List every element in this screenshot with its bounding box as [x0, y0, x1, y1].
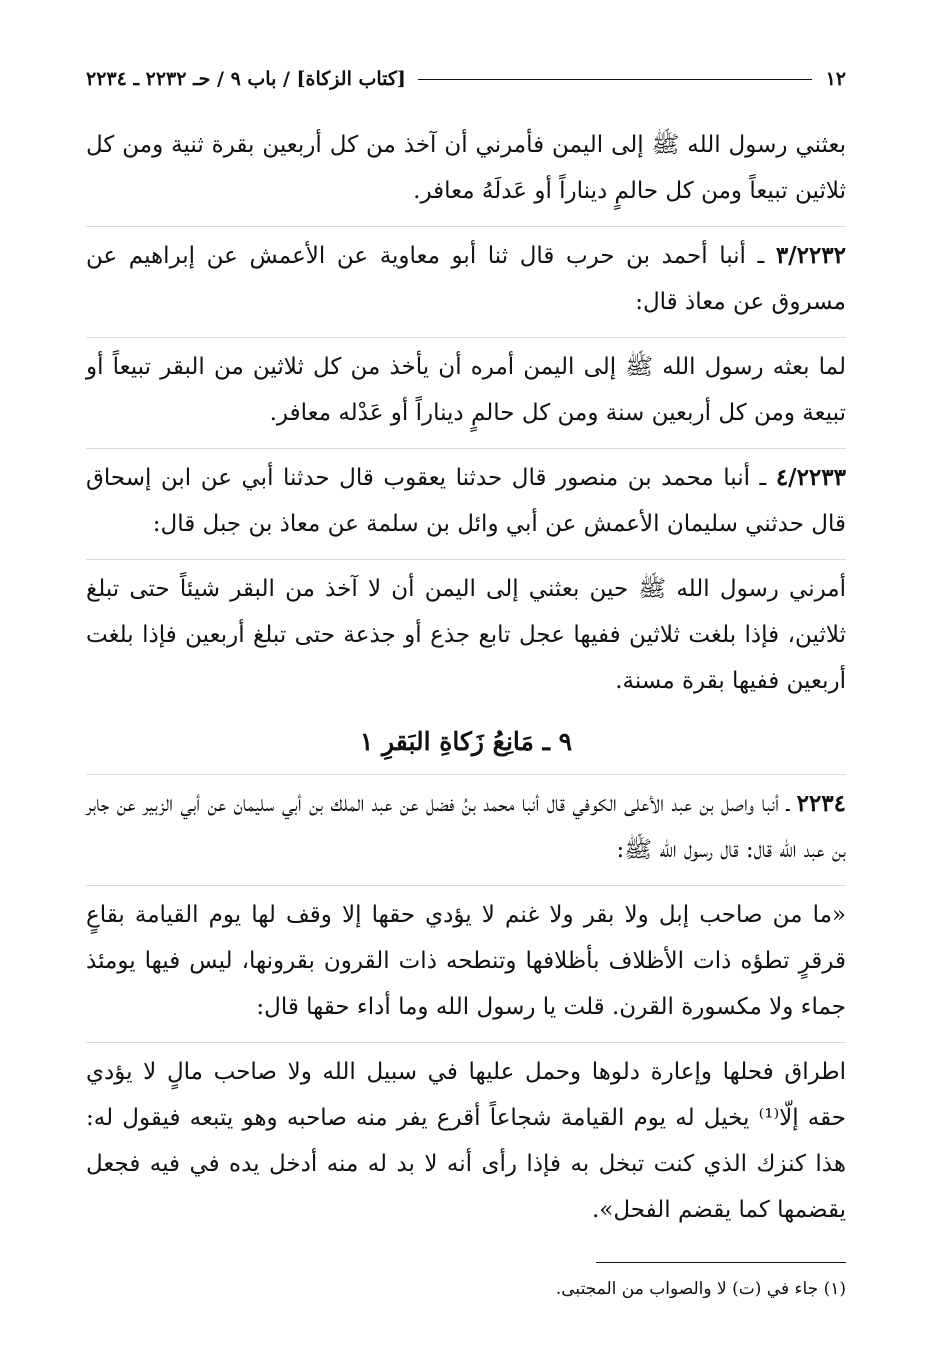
footnote-rule — [596, 1262, 846, 1263]
running-head — [86, 62, 846, 96]
header-rule — [418, 79, 812, 80]
hadith-matn-2233 — [86, 559, 846, 704]
hadith-matn-2232 — [86, 337, 846, 436]
paragraph-text: «ما من صاحب إبل ولا بقر ولا غنم لا يؤدي حقها إلا وقف لها يوم القيامة بقاعٍ قرقرٍ تطؤه ذات الأظلاف بأظلافها وتنطحه ذات القرون بقرونها، ليس فيها يومئذ جماء ولا مكسورة القرن. قلت يا رسول الله وما أداء حقها قال: — [86, 902, 846, 1020]
paragraph-text: أمرني رسول الله ﷺ حين بعثني إلى اليمن أن لا آخذ من البقر شيئاً حتى تبلغ ثلاثين، فإذا بلغت ثلاثين ففيها عجل تابع جذع أو جذعة حتى تبلغ أربعين فإذا بلغت أربعين ففيها بقرة مسنة. — [86, 576, 846, 694]
book-page — [86, 62, 846, 1245]
paragraph-text: اطراق فحلها وإعارة دلوها وحمل عليها في سبيل الله ولا صاحب مالٍ لا يؤدي حقه إلّا⁽¹⁾ يخيل له يوم القيامة شجاعاً أقرع يفر منه صاحبه وهو يتبعه فيقول له: هذا كنزك الذي كنت تبخل به فإذا رأى أنه لا بد له منه أدخل يده في فيه فجعل يقضمها كما يقضم الفحل». — [86, 1059, 846, 1223]
hadith-number: ٤/٢٢٣٣ — [775, 464, 846, 491]
paragraph-text: ـ أنبا واصل بن عبد الأعلى الكوفي قال أنبا محمد بنُ فضل عن عبد الملك بن أبي سليمان عن أبي الزبير عن جابر بن عبد الله قال: قال رسول الله ﷺ: — [86, 791, 846, 863]
footnote-area — [86, 1262, 846, 1303]
chapter-heading: ٩ ـ مَانِعُ زَكاةِ البَقرِ ١ — [359, 727, 573, 756]
hadith-matn-2234 — [86, 885, 846, 1030]
running-head-title: [كتاب الزكاة] / باب ٩ / حـ ٢٢٣٢ ـ ٢٢٣٤ — [86, 68, 406, 90]
hadith-text-continued — [86, 122, 846, 214]
paragraph-text: ـ أنبا محمد بن منصور قال حدثنا يعقوب قال حدثنا أبي عن ابن إسحاق قال حدثني سليمان الأعمش عن أبي وائل بن سلمة عن معاذ بن جبل قال: — [86, 465, 846, 537]
paragraph-text: لما بعثه رسول الله ﷺ إلى اليمن أمره أن يأخذ من كل ثلاثين من البقر تبيعاً أو تبيعة ومن كل أربعين سنة ومن كل حالمٍ ديناراً أو عَدْله معافر. — [86, 354, 846, 426]
hadith-isnad-2232 — [86, 226, 846, 325]
hadith-number: ٣/٢٢٣٢ — [775, 242, 846, 269]
body-text — [86, 122, 846, 1233]
footnote-1: (١) جاء في (ت) لا والصواب من المجتبى. — [555, 1279, 846, 1299]
page-number: ١٢ — [825, 68, 846, 90]
paragraph-text: ـ أنبا أحمد بن حرب قال ثنا أبو معاوية عن الأعمش عن إبراهيم عن مسروق عن معاذ قال: — [86, 243, 846, 315]
hadith-matn-2234-continued — [86, 1042, 846, 1233]
hadith-number: ٢٢٣٤ — [796, 790, 846, 817]
hadith-isnad-2233 — [86, 448, 846, 547]
hadith-isnad-2234 — [86, 774, 846, 873]
paragraph-text: بعثني رسول الله ﷺ إلى اليمن فأمرني أن آخذ من كل أربعين بقرة ثنية ومن كل ثلاثين تبيعاً ومن كل حالمٍ ديناراً أو عَدلَهُ معافر. — [86, 132, 846, 204]
